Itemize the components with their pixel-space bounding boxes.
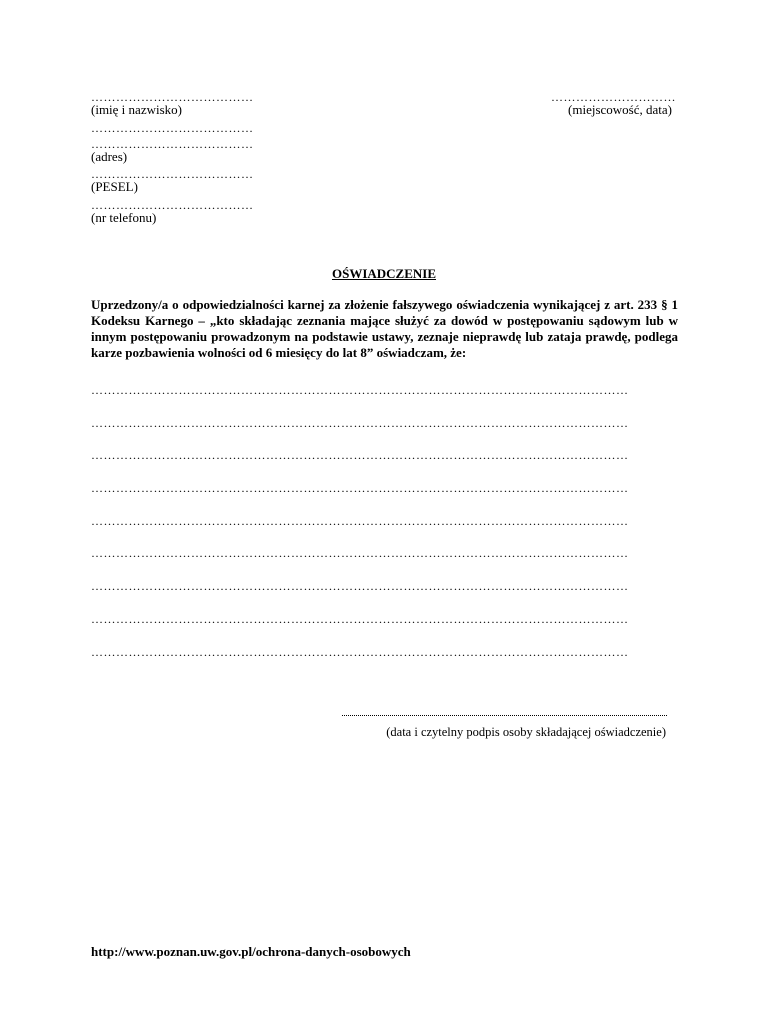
phone-label: (nr telefonu) [91, 210, 157, 225]
body-dots-line: ………………………………………………………………………………………………………………… [91, 579, 629, 594]
body-dots-line: ………………………………………………………………………………………………………………… [91, 415, 629, 430]
footer-url: http://www.poznan.uw.gov.pl/ochrona-danych-osobowych [91, 944, 411, 959]
body-dots-line: ………………………………………………………………………………………………………………… [91, 481, 629, 496]
body-dots-line: ………………………………………………………………………………………………………………… [91, 448, 629, 463]
signature-label: (data i czytelny podpis osoby składającej oświadczenie) [386, 725, 666, 739]
place-date-label: (miejscowość, data) [568, 102, 672, 117]
document-title: OŚWIADCZENIE [331, 266, 437, 281]
address-dots-line-2: ………………………………… [91, 137, 254, 151]
pesel-dots-line: ………………………………… [91, 167, 254, 181]
name-label: (imię i nazwisko) [91, 102, 182, 117]
phone-dots-line: ………………………………… [91, 198, 254, 212]
body-dots-line: ………………………………………………………………………………………………………………… [91, 513, 629, 528]
place-date-dots-line: ………………………… [551, 90, 676, 104]
address-label: (adres) [91, 149, 128, 164]
pesel-label: (PESEL) [91, 179, 138, 194]
signature-dots-line [342, 709, 667, 716]
address-dots-line-1: ………………………………… [91, 121, 254, 135]
body-dots-line: ………………………………………………………………………………………………………………… [91, 546, 629, 561]
body-dots-line: ………………………………………………………………………………………………………………… [91, 611, 629, 626]
name-dots-line: ………………………………… [91, 90, 254, 104]
statement-body-lines [91, 383, 691, 677]
body-dots-line: ………………………………………………………………………………………………………………… [91, 383, 629, 397]
statement-paragraph: Uprzedzony/a o odpowiedzialności karnej za złożenie fałszywego oświadczenia wynikającej z art. 233 § 1 Kodeksu Karnego – „kto składając zeznania mające służyć za dowód w postępowaniu sądowym lub w innym postępowaniu prowadzonym na podstawie ustawy, zeznaje nieprawdę lub zataja prawdę, podlega karze pozbawienia wolności od 6 miesięcy do lat 8” oświadczam, że: [91, 297, 678, 360]
body-dots-line: ………………………………………………………………………………………………………………… [91, 644, 629, 659]
